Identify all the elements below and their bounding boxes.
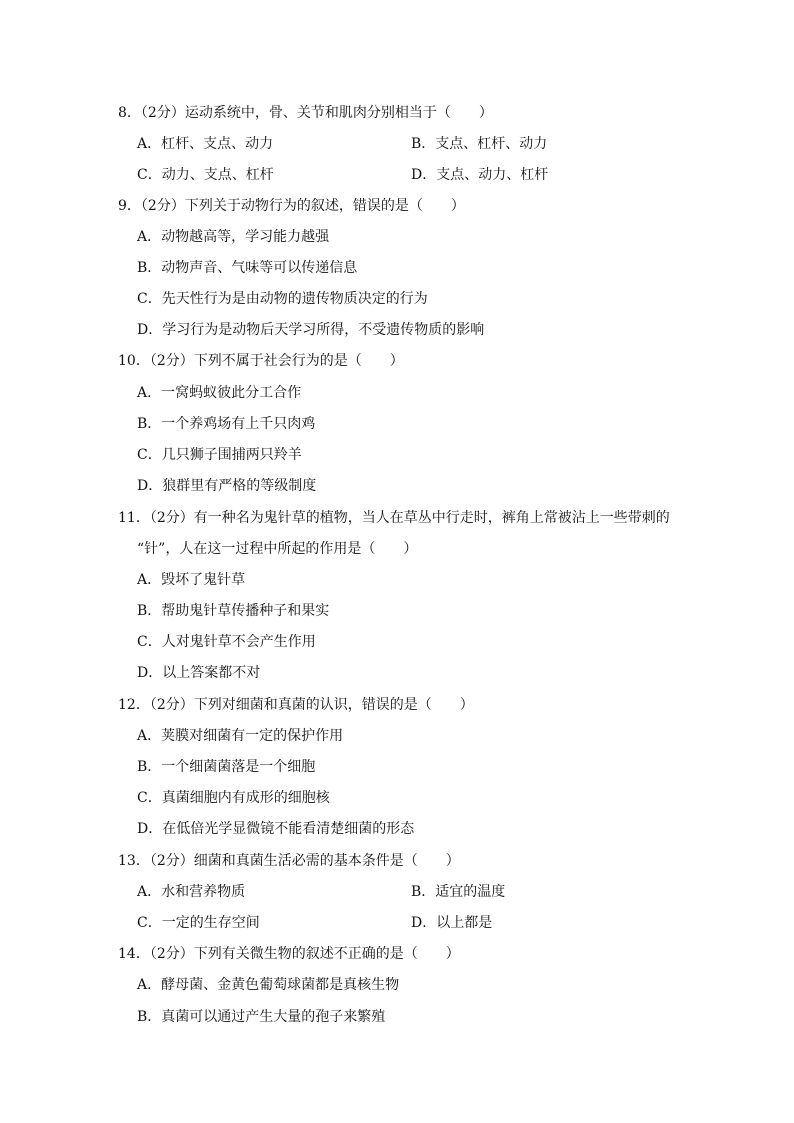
question-11-option-a: A．毁坏了鬼针草 xyxy=(137,572,246,588)
question-11-stem-continued: “针”，人在这一过程中所起的作用是（ ） xyxy=(137,541,418,557)
question-8-option-d: D．支点、动力、杠杆 xyxy=(411,167,549,183)
question-14-stem: 14．（2分）下列有关微生物的叙述不正确的是（ ） xyxy=(118,946,460,962)
question-13-stem: 13．（2分）细菌和真菌生活必需的基本条件是（ ） xyxy=(118,853,460,869)
question-10-option-a: A．一窝蚂蚁彼此分工合作 xyxy=(137,385,302,401)
question-14-option-a: A．酵母菌、金黄色葡萄球菌都是真核生物 xyxy=(137,977,400,993)
question-9-stem: 9．（2分）下列关于动物行为的叙述，错误的是（ ） xyxy=(118,198,465,214)
question-10-option-b: B．一个养鸡场有上千只肉鸡 xyxy=(137,416,316,432)
question-10-option-c: C．几只狮子围捕两只羚羊 xyxy=(137,447,302,463)
question-13-option-c: C．一定的生存空间 xyxy=(137,915,260,931)
question-12-option-b: B．一个细菌菌落是一个细胞 xyxy=(137,759,316,775)
question-11-option-c: C．人对鬼针草不会产生作用 xyxy=(137,634,316,650)
question-13-option-b: B．适宜的温度 xyxy=(411,884,506,900)
question-8-option-b: B．支点、杠杆、动力 xyxy=(411,136,548,152)
question-9-option-c: C．先天性行为是由动物的遗传物质决定的行为 xyxy=(137,291,428,307)
question-8-stem: 8．（2分）运动系统中，骨、关节和肌肉分别相当于（ ） xyxy=(118,105,493,121)
question-10-option-d: D．狼群里有严格的等级制度 xyxy=(137,478,317,494)
question-12-stem: 12．（2分）下列对细菌和真菌的认识，错误的是（ ） xyxy=(118,697,474,713)
question-14-option-b: B．真菌可以通过产生大量的孢子来繁殖 xyxy=(137,1009,386,1025)
question-8-option-c: C．动力、支点、杠杆 xyxy=(137,167,274,183)
question-11-stem: 11．（2分）有一种名为鬼针草的植物，当人在草丛中行走时，裤角上常被沾上一些带刺的 xyxy=(118,510,670,526)
question-8-option-a: A．杠杆、支点、动力 xyxy=(137,136,274,152)
question-12-option-a: A．荚膜对细菌有一定的保护作用 xyxy=(137,728,344,744)
question-9-option-a: A．动物越高等，学习能力越强 xyxy=(137,229,330,245)
question-11-option-d: D．以上答案都不对 xyxy=(137,665,261,681)
question-13-option-a: A．水和营养物质 xyxy=(137,884,246,900)
question-12-option-d: D．在低倍光学显微镜不能看清楚细菌的形态 xyxy=(137,821,415,837)
question-12-option-c: C．真菌细胞内有成形的细胞核 xyxy=(137,790,330,806)
question-13-option-d: D．以上都是 xyxy=(411,915,493,931)
question-11-option-b: B．帮助鬼针草传播种子和果实 xyxy=(137,603,330,619)
question-9-option-b: B．动物声音、气味等可以传递信息 xyxy=(137,260,358,276)
question-10-stem: 10．（2分）下列不属于社会行为的是（ ） xyxy=(118,353,404,369)
question-9-option-d: D．学习行为是动物后天学习所得，不受遗传物质的影响 xyxy=(137,322,485,338)
